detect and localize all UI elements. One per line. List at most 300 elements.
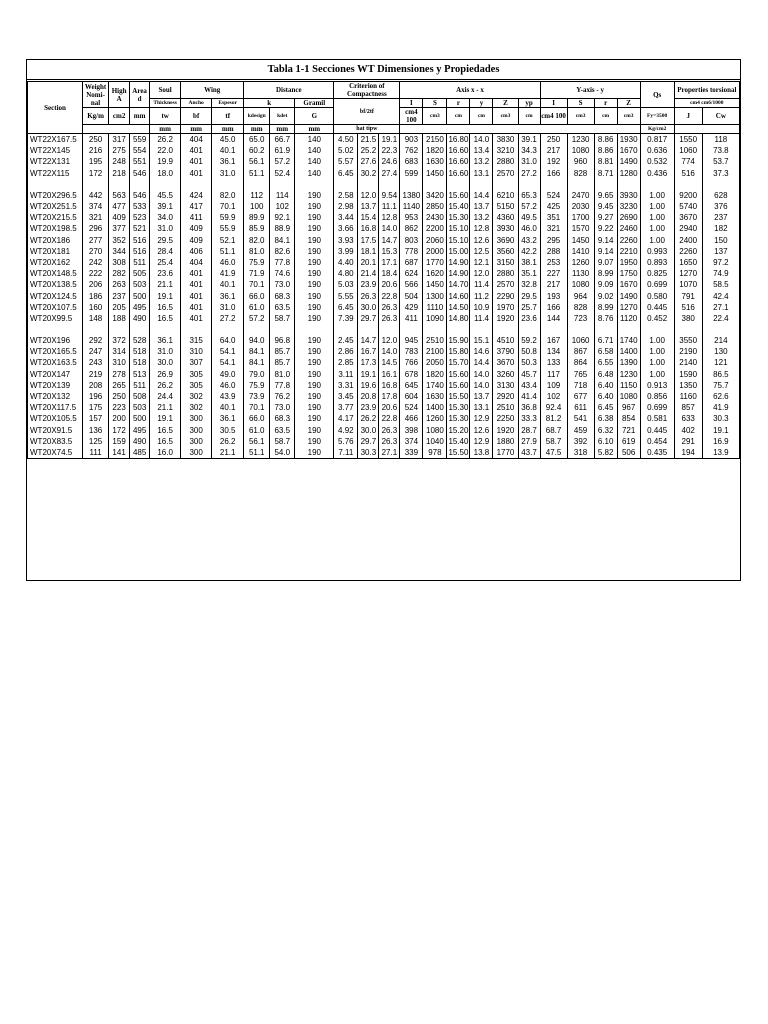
- value-cell: 1490: [617, 156, 640, 167]
- spacer-cell: [83, 179, 109, 190]
- value-cell: 12.9: [470, 413, 493, 424]
- col-area: Area d: [130, 82, 150, 108]
- spacer-cell: [270, 179, 295, 190]
- value-cell: 190: [295, 369, 334, 380]
- col-g: G: [295, 108, 334, 125]
- col-distance: Distance: [244, 82, 334, 99]
- value-cell: 40.1: [212, 145, 244, 156]
- value-cell: 26.2: [150, 134, 181, 146]
- value-cell: 237: [702, 212, 739, 223]
- spacer-cell: [83, 324, 109, 335]
- section-name-cell: WT20X124.5: [28, 290, 83, 301]
- value-cell: 206: [83, 279, 109, 290]
- value-cell: 308: [109, 257, 130, 268]
- unit-spacer-torsion: [674, 125, 739, 134]
- value-cell: 84.1: [244, 346, 270, 357]
- value-cell: 374: [83, 201, 109, 212]
- value-cell: 15.30: [448, 403, 469, 413]
- value-cell: 401: [181, 279, 212, 290]
- value-cell: 36.1: [212, 290, 244, 301]
- section-name-cell: WT20X215.5: [28, 212, 83, 223]
- value-cell: 190: [295, 201, 334, 212]
- value-cell: 3260: [493, 369, 518, 380]
- value-cell: 205: [109, 302, 130, 313]
- value-cell: 677: [567, 391, 594, 402]
- value-cell: 1040: [423, 436, 447, 447]
- value-cell: 25.2: [358, 145, 379, 156]
- value-cell: 15.90: [448, 336, 469, 346]
- value-cell: 1.00: [640, 201, 674, 212]
- value-cell: 1770: [423, 257, 447, 268]
- value-cell: 16.60: [448, 168, 469, 178]
- value-cell: 190: [295, 257, 334, 268]
- value-cell: 0.825: [640, 268, 674, 279]
- value-cell: 6.38: [594, 413, 617, 424]
- value-cell: 1950: [617, 257, 640, 268]
- value-cell: 61.0: [244, 425, 270, 436]
- value-cell: 17.1: [379, 257, 400, 268]
- value-cell: 5.76: [334, 436, 358, 447]
- table-body: [28, 134, 740, 459]
- value-cell: 317: [109, 134, 130, 146]
- value-cell: 0.636: [640, 145, 674, 156]
- value-cell: 46.0: [212, 380, 244, 391]
- value-cell: 978: [423, 447, 447, 459]
- value-cell: 275: [109, 145, 130, 156]
- value-cell: 11.4: [470, 279, 493, 290]
- value-cell: 628: [702, 190, 739, 201]
- value-cell: 35.1: [518, 268, 540, 279]
- col-bf: bf: [181, 108, 212, 125]
- value-cell: 250: [540, 134, 567, 146]
- value-cell: 2.45: [334, 335, 358, 346]
- spacer-cell: [640, 179, 674, 190]
- value-cell: 186: [83, 290, 109, 301]
- value-cell: 75.7: [702, 380, 739, 391]
- unit-d: mm: [130, 108, 150, 125]
- value-cell: 4.92: [334, 425, 358, 436]
- value-cell: 318: [567, 447, 594, 459]
- value-cell: 1820: [423, 369, 447, 380]
- spacer-cell: [518, 179, 540, 190]
- value-cell: 495: [130, 302, 150, 313]
- value-cell: 6210: [493, 190, 518, 201]
- value-cell: 17.3: [358, 357, 379, 368]
- value-cell: 43.9: [212, 391, 244, 402]
- value-cell: 2190: [674, 346, 702, 357]
- value-cell: 1.00: [640, 223, 674, 234]
- table-row: [28, 235, 740, 246]
- value-cell: 1630: [423, 156, 447, 167]
- table-row: [28, 436, 740, 447]
- section-name-cell: WT20X162: [28, 257, 83, 268]
- value-cell: 28.7: [518, 425, 540, 436]
- spacer-cell: [28, 324, 83, 335]
- value-cell: 1270: [674, 268, 702, 279]
- table-row: [28, 201, 740, 212]
- value-cell: 172: [83, 168, 109, 179]
- value-cell: 3690: [493, 235, 518, 246]
- value-cell: 190: [295, 402, 334, 413]
- col-yp: yp: [518, 99, 540, 108]
- value-cell: 190: [295, 313, 334, 324]
- value-cell: 15.60: [448, 369, 469, 379]
- value-cell: 401: [181, 313, 212, 324]
- value-cell: 9.14: [594, 235, 617, 246]
- value-cell: 13.1: [470, 168, 493, 179]
- col-soul: Soul: [150, 82, 181, 99]
- value-cell: 30.0: [358, 302, 379, 313]
- value-cell: 15.3: [379, 246, 400, 257]
- value-cell: 190: [295, 346, 334, 357]
- value-cell: 1120: [617, 313, 640, 324]
- value-cell: 0.445: [640, 425, 674, 436]
- value-cell: 563: [109, 190, 130, 201]
- spacer-row: [28, 324, 740, 335]
- value-cell: 16.7: [358, 346, 379, 357]
- value-cell: 102: [540, 391, 567, 402]
- value-cell: 49.5: [518, 212, 540, 223]
- value-cell: 18.1: [358, 246, 379, 257]
- value-cell: 528: [130, 335, 150, 346]
- spacer-cell: [244, 179, 270, 190]
- unit-tf: mm: [212, 125, 244, 134]
- value-cell: 3670: [493, 357, 518, 368]
- col-sy: S: [567, 99, 594, 108]
- unit-yx: cm: [470, 108, 493, 125]
- col-yx: y: [470, 99, 493, 108]
- value-cell: 27.2: [212, 313, 244, 324]
- value-cell: 247: [83, 346, 109, 357]
- value-cell: 216: [83, 145, 109, 156]
- value-cell: 109: [540, 380, 567, 391]
- value-cell: 270: [83, 246, 109, 257]
- value-cell: 39.1: [150, 201, 181, 212]
- spacer-cell: [130, 179, 150, 190]
- unit-iy: cm4 100: [540, 108, 567, 125]
- value-cell: 6.40: [594, 391, 617, 402]
- value-cell: 81.0: [270, 369, 295, 380]
- value-cell: 27.4: [379, 168, 400, 179]
- value-cell: 14.0: [470, 369, 493, 380]
- value-cell: 523: [130, 212, 150, 223]
- col-torsional-units: cm4 cm6/1000: [674, 99, 739, 108]
- spacer-cell: [640, 324, 674, 335]
- value-cell: 13.7: [358, 201, 379, 212]
- value-cell: 13.2: [470, 156, 493, 167]
- value-cell: 22.8: [379, 290, 400, 301]
- value-cell: 54.0: [270, 447, 295, 459]
- col-espesor: Espesor: [212, 99, 244, 108]
- value-cell: 2.86: [334, 346, 358, 357]
- value-cell: 18.0: [150, 168, 181, 179]
- value-cell: 31.0: [150, 223, 181, 234]
- value-cell: 57.2: [518, 201, 540, 212]
- col-tw: tw: [150, 108, 181, 125]
- value-cell: 13.9: [702, 447, 739, 459]
- value-cell: 56.1: [244, 436, 270, 447]
- value-cell: 51.1: [244, 447, 270, 459]
- value-cell: 2880: [493, 268, 518, 279]
- table-row: [28, 313, 740, 324]
- spacer-cell: [400, 179, 423, 190]
- value-cell: 0.993: [640, 246, 674, 257]
- value-cell: 0.699: [640, 402, 674, 413]
- value-cell: 4.40: [334, 257, 358, 268]
- value-cell: 500: [130, 290, 150, 301]
- value-cell: 1390: [617, 357, 640, 368]
- value-cell: 5.55: [334, 290, 358, 301]
- value-cell: 9.09: [594, 279, 617, 290]
- value-cell: 42.2: [518, 246, 540, 257]
- value-cell: 429: [400, 302, 423, 313]
- value-cell: 8.86: [594, 134, 617, 146]
- value-cell: 0.913: [640, 380, 674, 391]
- unit-rx: cm: [447, 108, 470, 125]
- value-cell: 140: [295, 168, 334, 179]
- value-cell: 29.7: [358, 313, 379, 324]
- value-cell: 546: [130, 168, 150, 179]
- value-cell: 1930: [617, 134, 640, 146]
- table-row: [28, 380, 740, 391]
- value-cell: 288: [540, 246, 567, 257]
- value-cell: 15.10: [448, 235, 469, 245]
- value-cell: 70.1: [212, 201, 244, 212]
- value-cell: 75.9: [244, 380, 270, 391]
- table-row: [28, 391, 740, 402]
- spacer-cell: [109, 179, 130, 190]
- value-cell: 2690: [617, 212, 640, 223]
- value-cell: 6.32: [594, 425, 617, 436]
- value-cell: 190: [295, 235, 334, 246]
- value-cell: 190: [295, 380, 334, 391]
- value-cell: 19.9: [150, 156, 181, 167]
- value-cell: 15.00: [448, 246, 469, 256]
- value-cell: 12.6: [470, 235, 493, 246]
- value-cell: 4.17: [334, 413, 358, 424]
- value-cell: 24.4: [150, 391, 181, 402]
- value-cell: 102: [270, 201, 295, 212]
- value-cell: 36.1: [212, 413, 244, 424]
- value-cell: 3.11: [334, 369, 358, 380]
- value-cell: 65.3: [518, 190, 540, 201]
- value-cell: 377: [109, 223, 130, 234]
- value-cell: 15.40: [448, 436, 469, 446]
- value-cell: 300: [181, 413, 212, 424]
- value-cell: 243: [83, 357, 109, 368]
- value-cell: 73.8: [702, 145, 739, 156]
- value-cell: 34.0: [150, 212, 181, 223]
- value-cell: 14.4: [470, 357, 493, 368]
- value-cell: 15.30: [448, 414, 469, 424]
- spacer-cell: [212, 179, 244, 190]
- col-weight: Weight Nomi- nal: [83, 82, 109, 108]
- value-cell: 277: [83, 235, 109, 246]
- value-cell: 518: [130, 357, 150, 368]
- value-cell: 175: [83, 402, 109, 413]
- value-cell: 12.0: [379, 335, 400, 346]
- value-cell: 967: [617, 402, 640, 413]
- value-cell: 121: [702, 357, 739, 368]
- value-cell: 52.1: [212, 235, 244, 246]
- value-cell: 374: [400, 436, 423, 447]
- value-cell: 351: [540, 212, 567, 223]
- value-cell: 41.9: [702, 402, 739, 413]
- value-cell: 41.9: [212, 268, 244, 279]
- value-cell: 5.82: [594, 447, 617, 459]
- value-cell: 193: [540, 290, 567, 301]
- value-cell: 1.00: [640, 190, 674, 201]
- value-cell: 2880: [493, 156, 518, 167]
- value-cell: 86.5: [702, 369, 739, 380]
- value-cell: 58.5: [702, 279, 739, 290]
- value-cell: 84.1: [270, 235, 295, 246]
- value-cell: 3560: [493, 246, 518, 257]
- value-cell: 195: [83, 156, 109, 167]
- value-cell: 1400: [617, 346, 640, 357]
- value-cell: 766: [400, 357, 423, 368]
- value-cell: 112: [244, 190, 270, 201]
- value-cell: 59.9: [212, 212, 244, 223]
- value-cell: 19.1: [358, 369, 379, 380]
- value-cell: 1920: [493, 425, 518, 436]
- value-cell: 12.1: [470, 257, 493, 268]
- value-cell: 30.3: [702, 413, 739, 424]
- value-cell: 50.8: [518, 346, 540, 357]
- value-cell: 21.5: [358, 134, 379, 146]
- unit-weight: Kg/m: [83, 108, 109, 125]
- value-cell: 22.4: [702, 313, 739, 324]
- value-cell: 2200: [423, 223, 447, 234]
- value-cell: 678: [400, 369, 423, 380]
- value-cell: 37.3: [702, 168, 739, 179]
- value-cell: 3230: [617, 201, 640, 212]
- value-cell: 84.1: [244, 357, 270, 368]
- value-cell: 100: [244, 201, 270, 212]
- spacer-cell: [594, 179, 617, 190]
- spacer-cell: [617, 179, 640, 190]
- value-cell: 2460: [617, 223, 640, 234]
- col-ix: I: [400, 99, 423, 108]
- value-cell: 1070: [674, 279, 702, 290]
- value-cell: 73.0: [270, 402, 295, 413]
- value-cell: 21.1: [150, 279, 181, 290]
- spacer-cell: [674, 179, 702, 190]
- value-cell: 263: [109, 279, 130, 290]
- value-cell: 14.0: [379, 346, 400, 357]
- value-cell: 401: [181, 168, 212, 179]
- spacer-cell: [109, 324, 130, 335]
- value-cell: 718: [567, 380, 594, 391]
- value-cell: 411: [181, 212, 212, 223]
- col-tf: tf: [212, 108, 244, 125]
- value-cell: 190: [295, 391, 334, 402]
- value-cell: 1140: [400, 201, 423, 212]
- value-cell: 2000: [423, 246, 447, 257]
- value-cell: 404: [181, 257, 212, 268]
- value-cell: 74.6: [270, 268, 295, 279]
- value-cell: 14.0: [470, 134, 493, 146]
- value-cell: 182: [702, 223, 739, 234]
- value-cell: 46.0: [518, 223, 540, 234]
- value-cell: 237: [109, 290, 130, 301]
- value-cell: 39.1: [518, 134, 540, 146]
- unit-ix: cm4 100: [400, 108, 423, 125]
- spacer-cell: [181, 179, 212, 190]
- value-cell: 18.4: [379, 268, 400, 279]
- value-cell: 11.4: [470, 313, 493, 324]
- col-fy: Fy=3500: [640, 108, 674, 125]
- value-cell: 144: [540, 313, 567, 324]
- col-zx: Z: [493, 99, 518, 108]
- value-cell: 26.3: [379, 302, 400, 313]
- spacer-cell: [493, 324, 518, 335]
- value-cell: 16.8: [379, 380, 400, 391]
- value-cell: 13.7: [470, 391, 493, 402]
- value-cell: 134: [540, 346, 567, 357]
- value-cell: 518: [130, 346, 150, 357]
- value-cell: 33.3: [518, 413, 540, 424]
- value-cell: 190: [295, 212, 334, 223]
- value-cell: 12.0: [470, 268, 493, 279]
- value-cell: 401: [181, 302, 212, 313]
- value-cell: 477: [109, 201, 130, 212]
- value-cell: 862: [400, 223, 423, 234]
- value-cell: 85.7: [270, 346, 295, 357]
- value-cell: 57.2: [270, 156, 295, 167]
- value-cell: 13.8: [470, 447, 493, 459]
- col-thickness: Thickness: [150, 99, 181, 108]
- value-cell: 137: [702, 246, 739, 257]
- section-name-cell: WT20X91.5: [28, 425, 83, 436]
- value-cell: 1970: [493, 302, 518, 313]
- value-cell: 2430: [423, 212, 447, 223]
- value-cell: 157: [83, 413, 109, 424]
- value-cell: 1380: [400, 190, 423, 201]
- value-cell: 5.03: [334, 279, 358, 290]
- unit-spacer-axes: [400, 125, 640, 134]
- value-cell: 645: [400, 380, 423, 391]
- value-cell: 828: [567, 302, 594, 313]
- value-cell: 190: [295, 268, 334, 279]
- value-cell: 0.532: [640, 156, 674, 167]
- value-cell: 604: [400, 391, 423, 402]
- value-cell: 857: [674, 402, 702, 413]
- value-cell: 141: [109, 447, 130, 459]
- spacer-cell: [493, 179, 518, 190]
- value-cell: 159: [109, 436, 130, 447]
- value-cell: 3930: [617, 190, 640, 201]
- value-cell: 15.50: [448, 447, 469, 457]
- value-cell: 516: [130, 235, 150, 246]
- unit-g: mm: [295, 125, 334, 134]
- value-cell: 9.54: [379, 190, 400, 201]
- value-cell: 1060: [567, 335, 594, 346]
- value-cell: 551: [130, 156, 150, 167]
- value-cell: 208: [83, 380, 109, 391]
- value-cell: 305: [181, 369, 212, 380]
- value-cell: 253: [540, 257, 567, 268]
- value-cell: 566: [400, 279, 423, 290]
- value-cell: 61.9: [270, 145, 295, 156]
- value-cell: 190: [295, 302, 334, 313]
- value-cell: 26.3: [379, 313, 400, 324]
- value-cell: 6.40: [594, 380, 617, 391]
- value-cell: 22.8: [379, 413, 400, 424]
- value-cell: 376: [702, 201, 739, 212]
- value-cell: 1.00: [640, 212, 674, 223]
- value-cell: 53.7: [702, 156, 739, 167]
